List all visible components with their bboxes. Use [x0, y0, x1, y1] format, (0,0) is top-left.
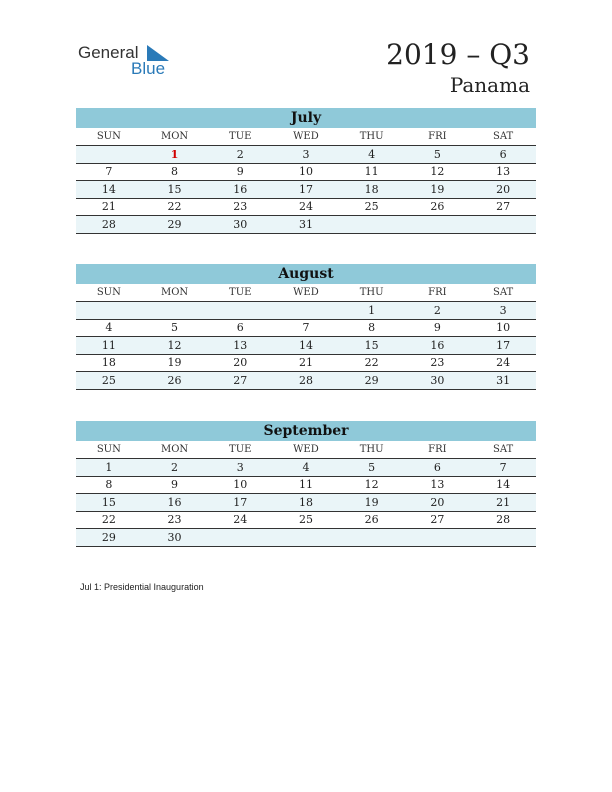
day-cell: 27: [470, 198, 536, 216]
day-cell: 10: [207, 476, 273, 494]
day-cell: 21: [76, 198, 142, 216]
day-cell: 25: [273, 511, 339, 529]
day-cell: [470, 529, 536, 547]
week-row: [76, 302, 536, 320]
day-cell: [207, 529, 273, 547]
day-cell: 30: [142, 529, 208, 547]
day-cell: 8: [76, 476, 142, 494]
weekday-label: SAT: [470, 441, 536, 459]
day-cell: 29: [142, 216, 208, 234]
logo-text-general: General: [78, 43, 139, 62]
day-cell: 26: [142, 372, 208, 390]
day-cell: 28: [273, 372, 339, 390]
day-cell: 29: [339, 372, 405, 390]
day-cell: 16: [405, 337, 471, 355]
week-row: [76, 319, 536, 337]
day-cell: 26: [405, 198, 471, 216]
day-cell: 4: [76, 319, 142, 337]
day-cell: 4: [273, 459, 339, 477]
day-cell: 30: [405, 372, 471, 390]
day-cell: 10: [470, 319, 536, 337]
day-cell: 11: [339, 163, 405, 181]
day-cell: [273, 529, 339, 547]
day-cell: [76, 146, 142, 164]
day-cell: 1: [142, 146, 208, 164]
calendar-grid: [76, 441, 536, 547]
calendar-grid: [76, 128, 536, 234]
day-cell: 8: [142, 163, 208, 181]
day-cell: 6: [405, 459, 471, 477]
weekday-label: MON: [142, 441, 208, 459]
weekday-label: SUN: [76, 441, 142, 459]
weekday-label: MON: [142, 128, 208, 146]
month-title: July: [76, 108, 536, 128]
day-cell: 3: [273, 146, 339, 164]
holiday-note: Jul 1: Presidential Inauguration: [80, 582, 204, 592]
day-cell: 27: [405, 511, 471, 529]
day-cell: [470, 216, 536, 234]
week-row: [76, 459, 536, 477]
day-cell: 7: [470, 459, 536, 477]
day-cell: 20: [405, 494, 471, 512]
day-cell: 20: [470, 181, 536, 199]
day-cell: 9: [142, 476, 208, 494]
day-cell: 23: [142, 511, 208, 529]
day-cell: 29: [76, 529, 142, 547]
weekday-label: TUE: [207, 441, 273, 459]
month-title: August: [76, 264, 536, 284]
day-cell: 13: [470, 163, 536, 181]
day-cell: 16: [142, 494, 208, 512]
day-cell: 5: [339, 459, 405, 477]
logo: [78, 40, 178, 80]
week-row: [76, 494, 536, 512]
day-cell: 11: [273, 476, 339, 494]
day-cell: 19: [339, 494, 405, 512]
weekday-label: WED: [273, 128, 339, 146]
day-cell: 23: [207, 198, 273, 216]
day-cell: 6: [207, 319, 273, 337]
day-cell: 15: [76, 494, 142, 512]
day-cell: 17: [207, 494, 273, 512]
day-cell: 18: [76, 354, 142, 372]
week-row: [76, 337, 536, 355]
day-cell: 23: [405, 354, 471, 372]
day-cell: 28: [470, 511, 536, 529]
day-cell: 6: [470, 146, 536, 164]
day-cell: 25: [339, 198, 405, 216]
day-cell: 12: [142, 337, 208, 355]
month-august: [76, 264, 536, 390]
weekday-label: THU: [339, 441, 405, 459]
day-cell: 8: [339, 319, 405, 337]
day-cell: 18: [273, 494, 339, 512]
day-cell: 30: [207, 216, 273, 234]
week-row: [76, 511, 536, 529]
weekday-header-row: [76, 441, 536, 459]
day-cell: 12: [405, 163, 471, 181]
week-row: [76, 198, 536, 216]
day-cell: 14: [273, 337, 339, 355]
day-cell: 13: [207, 337, 273, 355]
calendar-grid: [76, 284, 536, 390]
day-cell: 19: [142, 354, 208, 372]
month-title: September: [76, 421, 536, 441]
weekday-label: TUE: [207, 284, 273, 302]
day-cell: 18: [339, 181, 405, 199]
day-cell: 24: [207, 511, 273, 529]
month-september: [76, 421, 536, 547]
weekday-label: WED: [273, 284, 339, 302]
day-cell: 2: [405, 302, 471, 320]
month-july: [76, 108, 536, 234]
day-cell: 10: [273, 163, 339, 181]
week-row: [76, 372, 536, 390]
weekday-label: SUN: [76, 128, 142, 146]
day-cell: [273, 302, 339, 320]
weekday-label: SUN: [76, 284, 142, 302]
week-row: [76, 163, 536, 181]
week-row: [76, 216, 536, 234]
day-cell: 15: [142, 181, 208, 199]
day-cell: 1: [76, 459, 142, 477]
weekday-header-row: [76, 128, 536, 146]
day-cell: 28: [76, 216, 142, 234]
day-cell: [339, 216, 405, 234]
day-cell: 3: [470, 302, 536, 320]
day-cell: 3: [207, 459, 273, 477]
day-cell: 24: [273, 198, 339, 216]
country-name: Panama: [449, 73, 530, 97]
day-cell: 31: [470, 372, 536, 390]
day-cell: [339, 529, 405, 547]
day-cell: 5: [142, 319, 208, 337]
week-row: [76, 354, 536, 372]
day-cell: 14: [470, 476, 536, 494]
weekday-label: FRI: [405, 128, 471, 146]
day-cell: [405, 529, 471, 547]
day-cell: 13: [405, 476, 471, 494]
day-cell: 7: [273, 319, 339, 337]
day-cell: 27: [207, 372, 273, 390]
day-cell: 1: [339, 302, 405, 320]
day-cell: 16: [207, 181, 273, 199]
weekday-label: FRI: [405, 284, 471, 302]
day-cell: 7: [76, 163, 142, 181]
day-cell: [405, 216, 471, 234]
weekday-label: THU: [339, 284, 405, 302]
day-cell: 9: [405, 319, 471, 337]
day-cell: 24: [470, 354, 536, 372]
day-cell: 21: [470, 494, 536, 512]
weekday-label: TUE: [207, 128, 273, 146]
week-row: [76, 476, 536, 494]
page-title: 2019 – Q3: [386, 38, 530, 71]
day-cell: [207, 302, 273, 320]
day-cell: 25: [76, 372, 142, 390]
day-cell: 22: [339, 354, 405, 372]
day-cell: [142, 302, 208, 320]
weekday-label: SAT: [470, 128, 536, 146]
day-cell: 12: [339, 476, 405, 494]
day-cell: 5: [405, 146, 471, 164]
week-row: [76, 529, 536, 547]
day-cell: 11: [76, 337, 142, 355]
day-cell: 15: [339, 337, 405, 355]
logo-text-blue: Blue: [131, 59, 166, 78]
day-cell: 22: [76, 511, 142, 529]
weekday-header-row: [76, 284, 536, 302]
day-cell: 17: [273, 181, 339, 199]
day-cell: 9: [207, 163, 273, 181]
week-row: [76, 181, 536, 199]
day-cell: 4: [339, 146, 405, 164]
day-cell: 19: [405, 181, 471, 199]
day-cell: 2: [207, 146, 273, 164]
day-cell: 26: [339, 511, 405, 529]
day-cell: 31: [273, 216, 339, 234]
day-cell: [76, 302, 142, 320]
weekday-label: MON: [142, 284, 208, 302]
weekday-label: SAT: [470, 284, 536, 302]
day-cell: 20: [207, 354, 273, 372]
day-cell: 21: [273, 354, 339, 372]
weekday-label: FRI: [405, 441, 471, 459]
weekday-label: THU: [339, 128, 405, 146]
weekday-label: WED: [273, 441, 339, 459]
day-cell: 17: [470, 337, 536, 355]
day-cell: 22: [142, 198, 208, 216]
day-cell: 2: [142, 459, 208, 477]
day-cell: 14: [76, 181, 142, 199]
week-row: [76, 146, 536, 164]
